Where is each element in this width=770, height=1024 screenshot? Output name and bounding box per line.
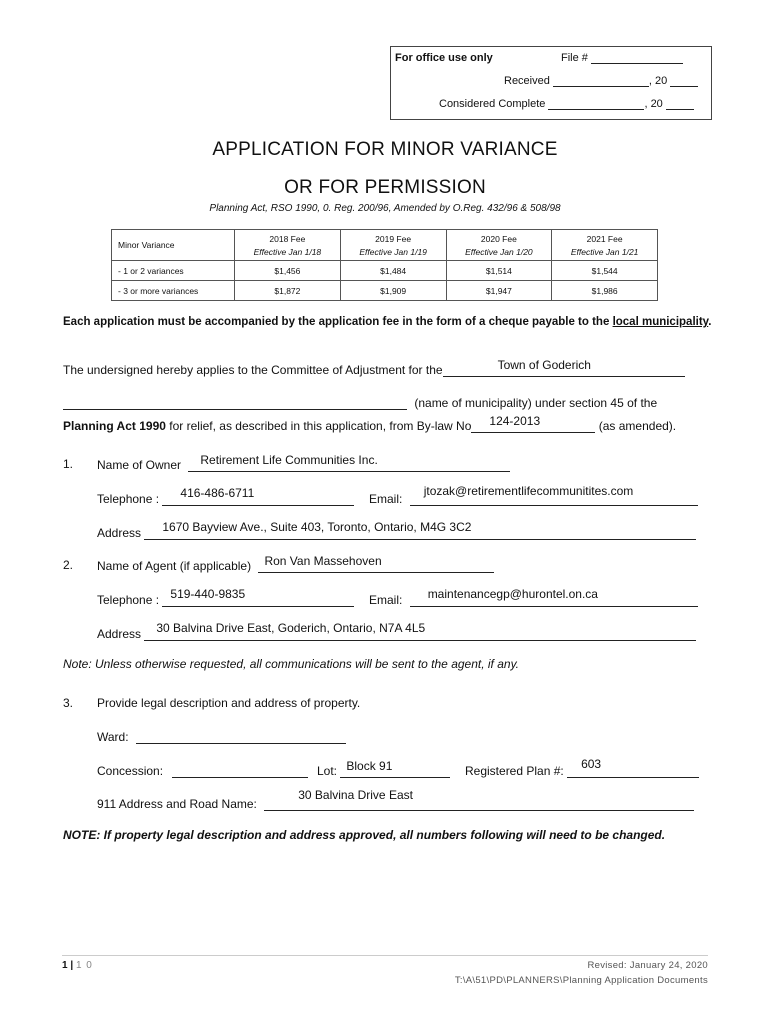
intro-line-1: The undersigned hereby applies to the Committee of Adjustment for the Town of Goderich [63,362,685,377]
office-use-heading: For office use only [395,52,493,64]
revised-date: Revised: January 24, 2020 [587,960,708,971]
local-municipality-link: local municipality [612,316,709,328]
fee-table-header [112,230,658,261]
owner-address-line: Address 1670 Bayview Ave., Suite 403, Toronto, Ontario, M4G 3C2 [97,525,696,540]
concession-line: Concession: [97,763,308,778]
owner-line: Name of Owner Retirement Life Communities Inc. [97,457,510,472]
agent-address-line: Address 30 Balvina Drive East, Goderich, Ontario, N7A 4L5 [97,626,696,641]
owner-email-field[interactable]: jtozak@retirementlifecommunitites.com [410,491,698,506]
911-address-field[interactable]: 30 Balvina Drive East [264,796,694,811]
intro-line-3: Planning Act 1990 for relief, as described in this application, from By-law No 124-2013 (as amended). [63,414,677,433]
bylaw-number-field[interactable]: 124-2013 [471,418,595,433]
property-number: 3. [63,696,74,710]
document-path: T:\A\51\PD\PLANNERS\Planning Application Documents [454,975,708,986]
page-title-line1: APPLICATION FOR MINOR VARIANCE [212,139,558,160]
lot-field[interactable]: Block 91 [340,763,450,778]
page-title-line2: OR FOR PERMISSION [284,177,486,198]
agent-email-line: Email: maintenancegp@hurontel.on.ca [369,592,698,607]
911-address-line: 911 Address and Road Name: 30 Balvina Drive East [97,796,694,811]
owner-telephone-field[interactable]: 416-486-6711 [162,491,354,506]
fee-table [111,229,658,301]
ward-line: Ward: [97,729,346,744]
page-subtitle: Planning Act, RSO 1990, 0. Reg. 200/96, Amended by O.Reg. 432/96 & 508/98 [209,203,561,214]
agent-email-field[interactable]: maintenancegp@hurontel.on.ca [410,592,698,607]
office-use-box [390,46,712,120]
footer-divider [62,955,708,956]
property-heading: Provide legal description and address of property. [97,696,361,710]
communications-note: Note: Unless otherwise requested, all communications will be sent to the agent, if any. [63,657,520,671]
table-row: - 3 or more variances $1,872 $1,909 $1,947 $1,986 [112,281,658,301]
final-note: NOTE: If property legal description and address approved, all numbers following will need to be changed. [63,828,666,842]
registered-plan-field[interactable]: 603 [567,763,699,778]
agent-number: 2. [63,558,74,572]
concession-field[interactable] [172,763,308,778]
fee-col-2021: 2021 Fee Effective Jan 1/21 [552,230,658,261]
owner-email-line: Email: jtozak@retirementlifecommunitites.com [369,491,698,506]
fee-col-2019: 2019 Fee Effective Jan 1/19 [340,230,446,261]
municipality-field[interactable]: Town of Goderich [443,362,685,377]
lot-line: Lot: Block 91 [317,763,450,778]
fee-row-header: Minor Variance [112,230,235,261]
ward-field[interactable] [136,729,346,744]
owner-name-field[interactable]: Retirement Life Communities Inc. [188,457,510,472]
page-number: 1 | 1 0 [62,960,93,971]
agent-telephone-field[interactable]: 519-440-9835 [162,592,354,607]
plan-line: Registered Plan #: 603 [465,763,699,778]
table-row: - 1 or 2 variances $1,456 $1,484 $1,514 $1,544 [112,261,658,281]
file-number-field[interactable]: File # [561,52,683,64]
owner-number: 1. [63,457,74,471]
agent-name-field[interactable]: Ron Van Massehoven [258,558,494,573]
agent-address-field[interactable]: 30 Balvina Drive East, Goderich, Ontario, N7A 4L5 [144,626,696,641]
municipality-name-field[interactable] [63,395,407,410]
owner-address-field[interactable]: 1670 Bayview Ave., Suite 403, Toronto, Ontario, M4G 3C2 [144,525,696,540]
agent-telephone-line: Telephone : 519-440-9835 [97,592,354,607]
considered-complete-field[interactable]: Considered Complete , 20 [439,98,694,110]
owner-telephone-line: Telephone : 416-486-6711 [97,491,354,506]
agent-line: Name of Agent (if applicable) Ron Van Massehoven [97,558,494,573]
fee-col-2020: 2020 Fee Effective Jan 1/20 [446,230,552,261]
intro-line-2: (name of municipality) under section 45 of the [63,395,657,410]
fee-note: Each application must be accompanied by the application fee in the form of a cheque payable to the local municipality. [63,316,712,328]
fee-col-2018: 2018 Fee Effective Jan 1/18 [235,230,341,261]
received-field[interactable]: Received , 20 [504,75,698,87]
